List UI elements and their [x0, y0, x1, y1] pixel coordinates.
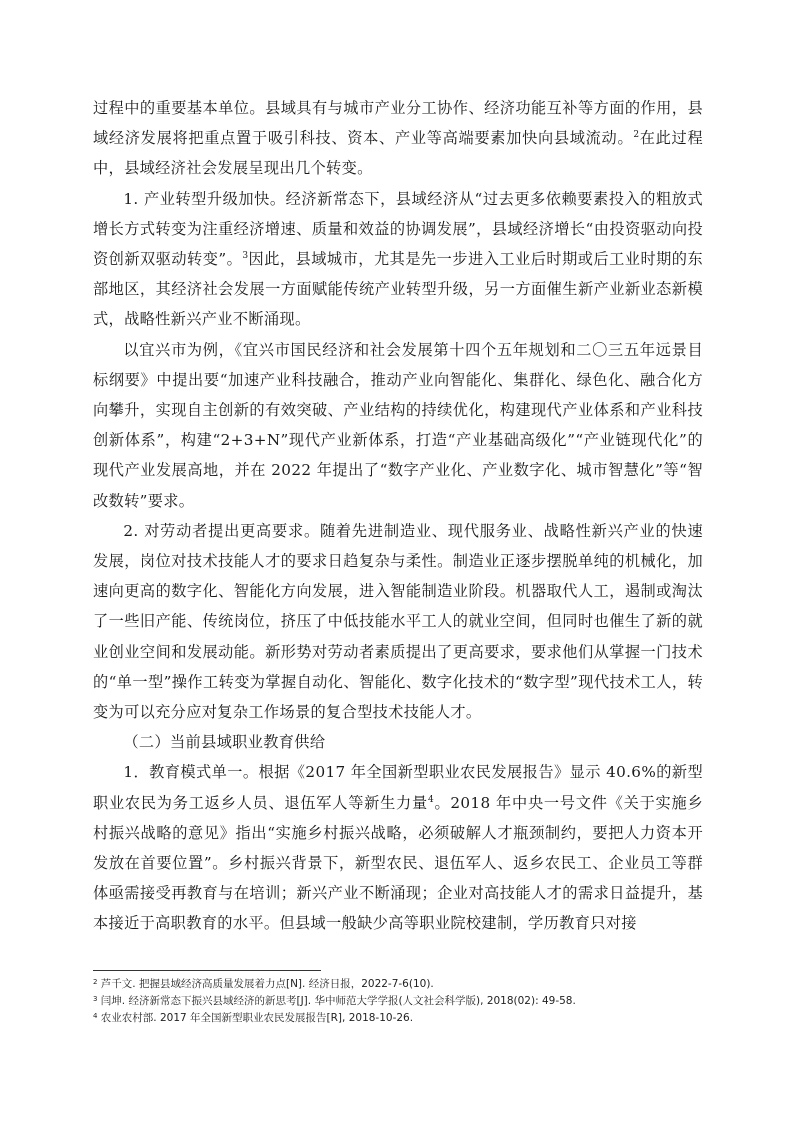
paragraph-text: 1. 产业转型升级加快。经济新常态下，县域经济从“过去更多依赖要素投入的粗放式增长方式转变为注重经济增速、质量和效益的协调发展”，县域经济增长“由投资驱动向投资创新双驱动转变”。 [93, 189, 703, 269]
footnote [93, 993, 713, 1010]
paragraph [93, 184, 703, 335]
paragraph-text: （二）当前县域职业教育供给 [123, 733, 326, 752]
paragraph [93, 516, 703, 727]
footnote-text: 农业农村部. 2017 年全国新型职业农民发展报告[R], 2018-10-26. [97, 1012, 414, 1024]
paragraph-text: 因此，县域城市，尤其是先一步进入工业后时期或后工业时期的东部地区，其经济社会发展一方面赋能传统产业转型升级，另一方面催生新产业新业态新模式，战略性新兴产业不断涌现。 [93, 250, 704, 329]
footnotes [93, 976, 713, 1027]
paragraph-text: 2. 对劳动者提出更高要求。随着先进制造业、现代服务业、战略性新兴产业的快速发展，岗位对技术技能人才的要求日趋复杂与柔性。制造业正逐步摆脱单纯的机械化，加速向更高的数字化、智能化方向发展，进入智能制造业阶段。机器取代人工，遏制或淘汰了一些旧产能、传统岗位，挤压了中低技能水平工人的就业空间，但同时也催生了新的就业创业空间和发展动能。新形势对劳动者素质提出了更高要求，要求他们从掌握一门技术的“单一型”操作工转变为掌握自动化、智能化、数字化技术的“数字型”现代技术工人，转变为可以充分应对复杂工作场景的复合型技术技能人才。 [93, 521, 703, 722]
paragraph [93, 93, 703, 184]
footnote-text: 闫坤. 经济新常态下振兴县域经济的新思考[J]. 华中师范大学学报(人文社会科学版), 2018(02): 49-58. [97, 995, 576, 1007]
paragraph [93, 335, 703, 516]
footnote-number: 2 [93, 978, 98, 986]
footnote [93, 1010, 713, 1027]
footnote-ref: 2 [633, 130, 640, 141]
footnote-ref: 4 [427, 794, 435, 805]
paragraph-text: 。2018 年中央一号文件《关于实施乡村振兴战略的意见》指出“实施乡村振兴战略，必须破解人才瓶颈制约，要把人力资本开发放在首要位置”。乡村振兴背景下，新型农民、退伍军人、返乡农民工、企业员工等群体亟需接受再教育与在培训；新兴产业不断涌现；企业对高技能人才的需求日益提升，基本接近于高职教育的水平。但县域一般缺少高等职业院校建制，学历教育只对接 [93, 793, 703, 933]
footnote [93, 976, 713, 993]
paragraph-text: 过程中的重要基本单位。县域具有与城市产业分工协作、经济功能互补等方面的作用，县域经济发展将把重点置于吸引科技、资本、产业等高端要素加快向县域流动。 [93, 99, 703, 148]
section-heading [93, 727, 703, 757]
paragraph-text: 1．教育模式单一。根据《2017 年全国新型职业农民发展报告》显示 40.6%的新型职业农民为务工返乡人员、退伍军人等新生力量 [93, 763, 703, 812]
footnote-text: 芦千文. 把握县域经济高质量发展着力点[N]. 经济日报，2022-7-6(10). [97, 978, 434, 990]
paragraph-text: 在此过程中，县域经济社会发展呈现出几个转变。 [93, 129, 703, 178]
paragraph-text: 以宜兴市为例，《宜兴市国民经济和社会发展第十四个五年规划和二〇三五年远景目标纲要》中提出要“加速产业科技融合，推动产业向智能化、集群化、绿色化、融合化方向攀升，实现自主创新的有效突破、产业结构的持续优化，构建现代产业体系和产业科技创新体系”，构建“2+3+N”现代产业新体系，打造“产业基础高级化”“产业链现代化”的现代产业发展高地，并在 2022 年提出了“数字产业化、产业数字化、城市智慧化”等“智改数转”要求。 [93, 340, 703, 510]
footnote-number: 3 [93, 995, 98, 1003]
body-text [93, 93, 703, 939]
footnote-separator [93, 970, 321, 971]
footnote-ref: 3 [242, 251, 249, 262]
paragraph [93, 757, 703, 938]
footnote-number: 4 [93, 1012, 98, 1020]
